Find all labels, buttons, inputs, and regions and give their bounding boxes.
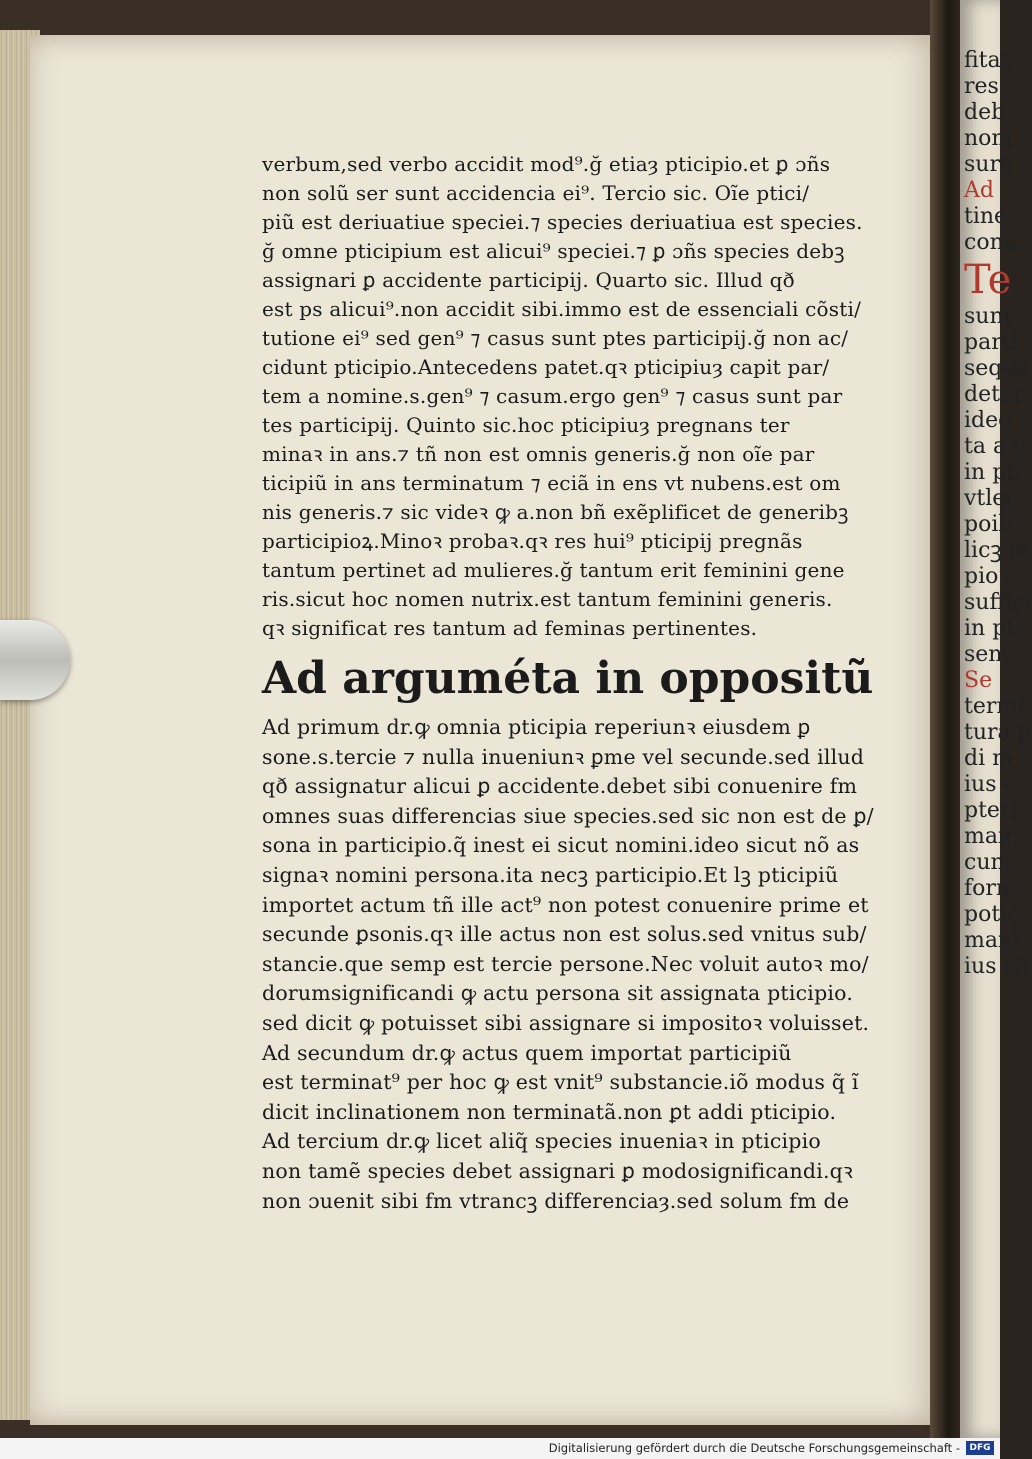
text-line: est terminat⁹ per hoc ꝙ est vnit⁹ substancie.iõ modus q̃ ĩ [262,1070,859,1095]
text-line: minaꝛ in ans.⁊ tñ non est omnis generis.ğ non oĩe par [262,442,815,466]
paragraph-block-1 [262,150,862,643]
right-page-text-fragment: deter [964,382,1024,407]
right-page-text-fragment: pteri [964,798,1018,823]
page-text [262,150,874,1216]
right-page-text-fragment: res [964,74,999,99]
text-line: qꝛ significat res tantum ad feminas pertinentes. [262,616,758,640]
right-page-text-fragment: surg [964,152,1015,177]
text-line: participioꝝ.Minoꝛ probaꝛ.qꝛ res hui⁹ pticipij pregnãs [262,529,803,553]
right-page-text-fragment: sent [964,642,1012,667]
right-page-text-fragment: ius c [964,772,1016,797]
text-line: non solũ ser sunt accidencia ei⁹. Tercio sic. Oĩe ptici/ [262,181,810,205]
text-line: tes participij. Quinto sic.hoc pticipiuȝ pregnans ter [262,413,790,437]
right-page-text-fragment: pioꝛ [964,564,1009,589]
right-page-text-fragment: conu [964,230,1018,255]
right-page-text-fragment: ius rõ [964,954,1028,979]
right-page-text-fragment: parti [964,330,1018,355]
text-line: Ad tercium dr.ꝙ licet aliq̃ species inueniaꝛ in pticipio [262,1129,821,1154]
text-line: non ɔuenit sibi fm vtrancꝫ differenciaȝ.sed solum fm de [262,1188,850,1213]
right-page-text-fragment: ta a v [964,434,1026,459]
text-line: non tamẽ species debet assignari ꝑ modosignificandi.qꝛ [262,1158,853,1183]
text-line: cidunt pticipio.Antecedens patet.qꝛ pticipiuȝ capit par/ [262,355,830,379]
footer-bar [0,1438,1000,1459]
right-page-text-fragment: mant [964,928,1021,953]
text-line: Ad primum dr.ꝙ omnia pticipia reperiunꝛ eiusdem ꝑ [262,715,811,739]
right-page-fragment [960,0,1032,1438]
footer-credit: Digitalisierung gefördert durch die Deutsche Forschungsgemeinschaft - [548,1441,960,1455]
section-heading: Ad arguméta in oppositũ [262,653,874,704]
text-line: dorumsignificandi ꝙ actu persona sit assignata pticipio. [262,981,854,1006]
dfg-logo: DFG [966,1441,994,1455]
text-line: sone.s.tercie ⁊ nulla inueniunꝛ ꝑme vel secunde.sed illud [262,744,865,769]
right-page-text-fragment: Ad [964,178,994,203]
right-page-text-fragment: tura ꝑ [964,720,1032,745]
right-page-text-fragment: Se [964,668,993,693]
text-line: signaꝛ nomini persona.ita necꝫ participio.Et lꝫ pticipiũ [262,862,839,887]
right-page-text-fragment: potie [964,902,1021,927]
text-line: importet actum tñ ille act⁹ non potest conuenire prime et [262,892,869,917]
right-page-text-fragment: in pti [964,460,1023,485]
right-page-text-fragment: vtlec [964,486,1018,511]
text-line: qð assignatur alicui ꝑ accidente.debet sibi conuenire fm [262,774,858,799]
text-line: tem a nomine.s.gen⁹ ⁊ casum.ergo gen⁹ ⁊ casus sunt par [262,384,843,408]
text-line: sed dicit ꝙ potuisset sibi assignare si impositoꝛ voluisset. [262,1010,870,1035]
text-line: piũ est deriuatiue speciei.⁊ species deriuatiua est species. [262,210,863,234]
text-line: Ad secundum dr.ꝙ actus quem importat participiũ [262,1040,792,1065]
right-page-text-fragment: ideo [964,408,1012,433]
paragraph-block-2 [262,713,874,1216]
right-page-text-fragment: form [964,876,1017,901]
text-line: ris.sicut hoc nomen nutrix.est tantum feminini generis. [262,587,833,611]
right-page-text-fragment: licꝫ in [964,538,1030,563]
right-page-text-fragment: maic [964,824,1018,849]
text-line: ticipiũ in ans terminatum ⁊ eciã in ens vt nubens.est om [262,471,841,495]
text-line: nis generis.⁊ sic videꝛ ꝙ a.non bñ exẽplificet de generibꝫ [262,500,849,524]
text-line: dicit inclinationem non terminatã.non ꝑt addi pticipio. [262,1099,837,1124]
right-page-text-fragment: poib [964,512,1013,537]
text-line: omnes suas differencias siue species.sed sic non est de ꝑ/ [262,803,874,828]
right-page-text-fragment: Te [964,257,1012,303]
right-page-text-fragment: deb [964,100,1006,125]
text-line: assignari ꝑ accidente participij. Quarto sic. Illud qð [262,268,795,292]
text-line: stancie.que semp est tercie persone.Nec voluit autoꝛ mo/ [262,951,869,976]
text-line: tantum pertinet ad mulieres.ğ tantum erit feminini gene [262,558,845,582]
text-line: secunde ꝑsonis.qꝛ ille actus non est solus.sed vnitus sub/ [262,922,867,947]
right-page-text-fragment: fitas [964,48,1012,73]
right-page-text-fragment: in pti [964,616,1023,641]
right-page-text-fragment: sunt [964,304,1013,329]
text-line: ğ omne pticipium est alicui⁹ speciei.⁊ ꝑ ɔñs species debꝫ [262,239,845,263]
right-page-text-fragment: suffici [964,590,1032,615]
right-page-text-fragment: tine [964,204,1008,229]
right-page-text-fragment: cum [964,850,1012,875]
text-line: est ps alicui⁹.non accidit sibi.immo est de essenciali cõsti/ [262,297,862,321]
right-page-text-fragment: seque [964,356,1030,381]
right-page-text-fragment: di m [964,746,1013,771]
text-line: sona in participio.q̃ inest ei sicut nomini.ideo sicut nõ as [262,833,860,858]
text-line: tutione ei⁹ sed gen⁹ ⁊ casus sunt ptes participij.ğ non ac/ [262,326,849,350]
right-page-text-fragment: nom [964,126,1013,151]
right-page-text-fragment: termi [964,694,1025,719]
text-line: verbum,sed verbo accidit mod⁹.ğ etiaȝ pticipio.et ꝑ ɔñs [262,152,831,176]
